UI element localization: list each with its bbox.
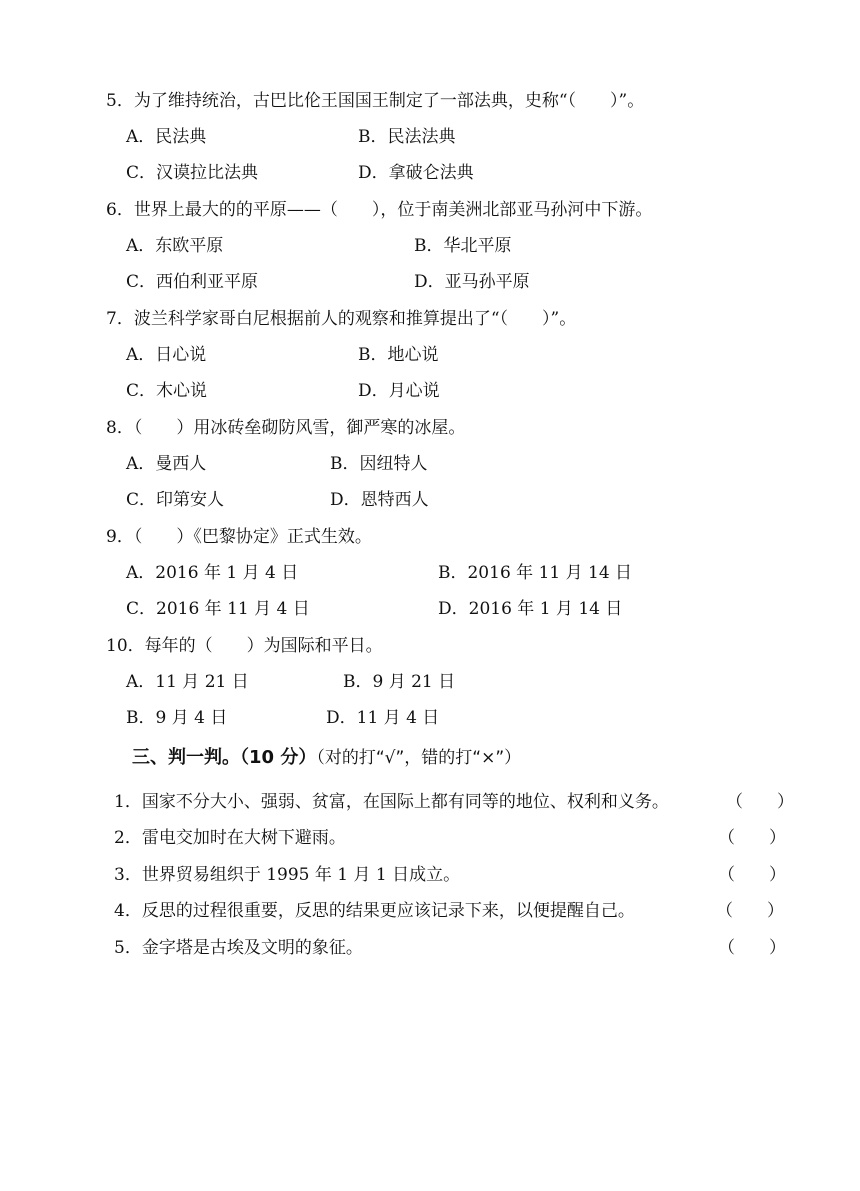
question-9-option-a: A．2016 年 1 月 4 日 (126, 563, 299, 583)
judge-answer-blank-1: （ ） (726, 792, 794, 812)
judge-answer-blank-3: （ ） (718, 865, 786, 885)
judge-item-2: 2．雷电交加时在大树下避雨。 (114, 828, 346, 848)
question-7-stem: 7．波兰科学家哥白尼根据前人的观察和推算提出了“（ ）”。 (106, 309, 577, 329)
judge-answer-blank-4: （ ） (716, 901, 784, 921)
question-10-stem: 10．每年的（ ）为国际和平日。 (106, 636, 383, 656)
question-5-option-a: A．民法典 (126, 127, 207, 147)
question-10-option-a: A．11 月 21 日 (126, 672, 249, 692)
question-7-option-b: B．地心说 (358, 345, 439, 365)
judge-item-4: 4．反思的过程很重要，反思的结果更应该记录下来，以便提醒自己。 (114, 901, 635, 921)
question-7-option-c: C．木心说 (126, 381, 208, 401)
question-6-option-d: D．亚马孙平原 (414, 272, 530, 292)
section-3-title: 三、判一判。（10 分） (132, 747, 317, 768)
question-8-option-c: C．印第安人 (126, 490, 225, 510)
question-8-option-b: B．因纽特人 (330, 454, 428, 474)
question-10-option-d: D．11 月 4 日 (326, 708, 440, 728)
question-6-stem: 6．世界上最大的的平原——（ ），位于南美洲北部亚马孙河中下游。 (106, 200, 653, 220)
question-5-stem: 5．为了维持统治，古巴比伦王国国王制定了一部法典，史称“（ ）”。 (106, 91, 645, 111)
judge-item-1: 1．国家不分大小、强弱、贫富，在国际上都有同等的地位、权利和义务。 (114, 792, 669, 812)
question-5-option-b: B．民法法典 (358, 127, 456, 147)
question-5-option-c: C．汉谟拉比法典 (126, 163, 259, 183)
question-8-option-d: D．恩特西人 (330, 490, 429, 510)
section-3-instructions: （对的打“√”，错的打“×”） (316, 748, 522, 768)
question-9-stem: 9．（ ）《巴黎协定》正式生效。 (106, 527, 372, 547)
judge-item-3: 3．世界贸易组织于 1995 年 1 月 1 日成立。 (114, 865, 461, 885)
question-9-option-c: C．2016 年 11 月 4 日 (126, 599, 310, 619)
judge-answer-blank-2: （ ） (718, 828, 786, 848)
question-9-option-d: D．2016 年 1 月 14 日 (438, 599, 623, 619)
judge-answer-blank-5: （ ） (718, 938, 786, 958)
judge-item-5: 5．金字塔是古埃及文明的象征。 (114, 938, 363, 958)
question-8-stem: 8．（ ）用冰砖垒砌防风雪，御严寒的冰屋。 (106, 418, 466, 438)
question-5-option-d: D．拿破仑法典 (358, 163, 474, 183)
question-10-option-b: B．9 月 21 日 (343, 672, 456, 692)
question-7-option-d: D．月心说 (358, 381, 440, 401)
question-9-option-b: B．2016 年 11 月 14 日 (438, 563, 633, 583)
section-3-heading (132, 746, 521, 770)
question-6-option-c: C．西伯利亚平原 (126, 272, 259, 292)
question-6-option-a: A．东欧平原 (126, 236, 224, 256)
question-7-option-a: A．日心说 (126, 345, 207, 365)
question-6-option-b: B．华北平原 (414, 236, 512, 256)
question-10-option-c: B．9 月 4 日 (126, 708, 228, 728)
question-8-option-a: A．曼西人 (126, 454, 207, 474)
